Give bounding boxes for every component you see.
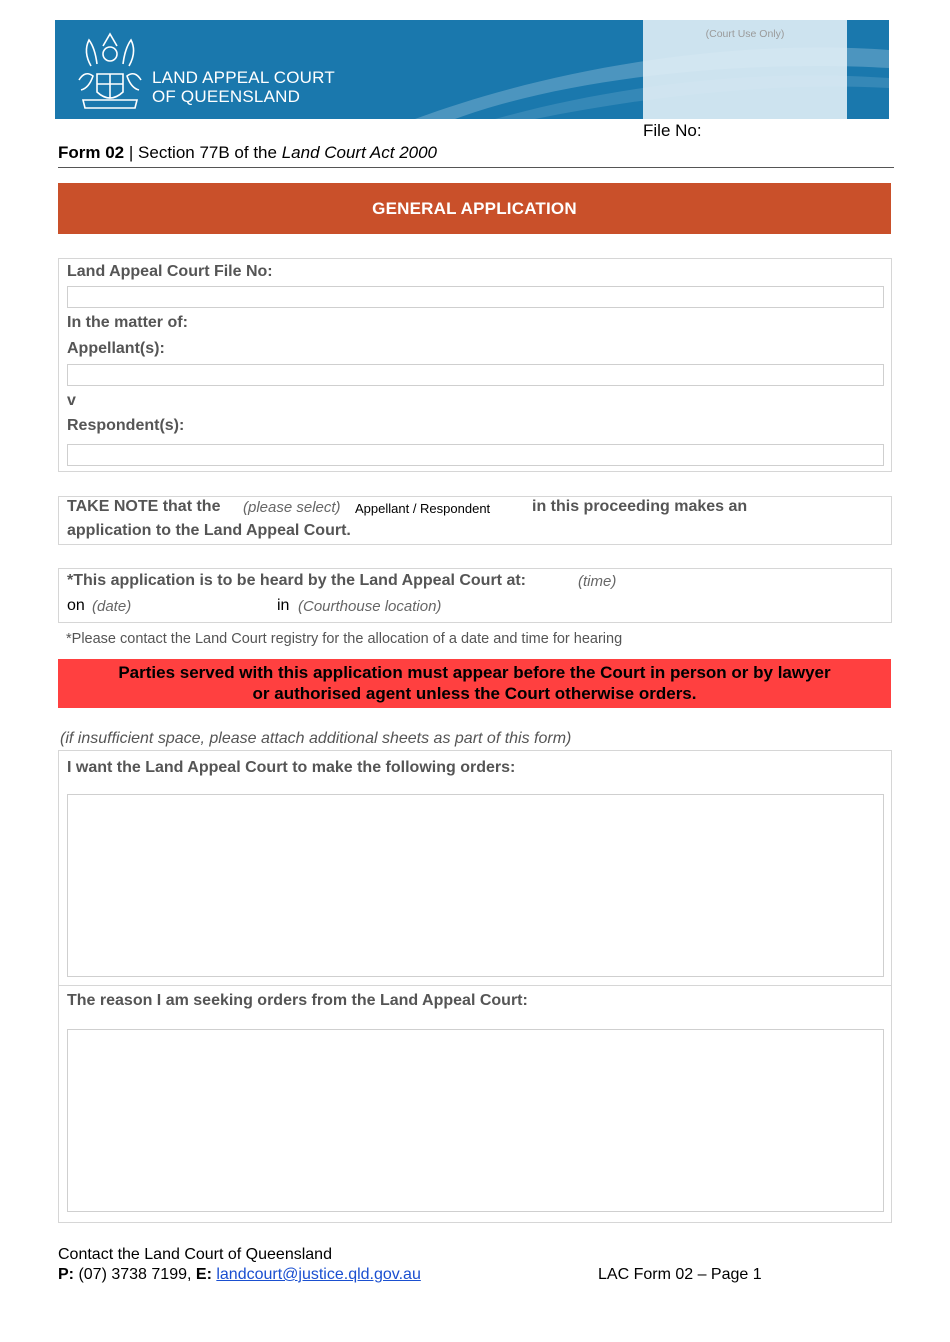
form-section-text: Section 77B of the (138, 143, 277, 162)
form-number: Form 02 (58, 143, 125, 162)
form-separator: | (128, 143, 134, 162)
header-banner (55, 20, 889, 119)
warning-line1: Parties served with this application must appear before the Court in person or by lawyer (118, 663, 831, 682)
matter-of-label: In the matter of: (67, 314, 188, 331)
on-label: on (67, 597, 85, 614)
take-note-section (58, 496, 892, 545)
versus-label: v (67, 392, 76, 409)
hearing-section (58, 568, 892, 623)
file-no-label: File No: (643, 121, 702, 140)
appellant-label: Appellant(s): (67, 340, 165, 357)
queensland-coat-of-arms-icon (69, 24, 151, 112)
respondent-input[interactable] (67, 444, 884, 466)
court-name-line2: OF QUEENSLAND (152, 87, 301, 106)
please-select-hint: (please select) (243, 499, 341, 516)
phone-prefix: P: (58, 1266, 74, 1283)
time-hint[interactable]: (time) (578, 573, 617, 590)
court-name (152, 68, 335, 106)
orders-label: I want the Land Appeal Court to make the following orders: (67, 759, 516, 776)
take-note-line2: application to the Land Appeal Court. (67, 522, 351, 539)
lac-file-no-input[interactable] (67, 286, 884, 308)
court-name-line1: LAND APPEAL COURT (152, 68, 335, 87)
header-divider (58, 167, 894, 168)
page-number: LAC Form 02 – Page 1 (598, 1266, 762, 1283)
email-prefix: E: (195, 1266, 212, 1283)
orders-section (58, 750, 892, 1223)
reason-textarea[interactable] (67, 1029, 884, 1212)
respondent-label: Respondent(s): (67, 417, 185, 434)
take-note-suffix: in this proceeding makes an (532, 498, 748, 515)
reason-label: The reason I am seeking orders from the Land Appeal Court: (67, 992, 528, 1009)
courthouse-location-hint[interactable]: (Courthouse location) (298, 598, 442, 615)
in-label: in (277, 597, 290, 614)
date-hint[interactable]: (date) (92, 598, 132, 615)
form-title: GENERAL APPLICATION (58, 183, 891, 234)
email-link[interactable]: landcourt@justice.qld.gov.au (216, 1266, 421, 1283)
orders-textarea[interactable] (67, 794, 884, 977)
insufficient-space-note: (if insufficient space, please attach additional sheets as part of this form) (60, 730, 572, 747)
heard-at-label: *This application is to be heard by the Land Appeal Court at: (67, 572, 527, 589)
act-name: Land Court Act 2000 (281, 143, 438, 162)
party-role-select[interactable]: Appellant / Respondent (355, 501, 491, 516)
appearance-warning (58, 659, 891, 708)
phone-number: (07) 3738 7199, (78, 1266, 192, 1283)
orders-divider (58, 985, 892, 986)
form-reference (58, 143, 437, 163)
appellant-input[interactable] (67, 364, 884, 386)
court-use-only-area (643, 20, 847, 119)
footer-contact-line: Contact the Land Court of Queensland (58, 1246, 332, 1263)
lac-file-no-label: Land Appeal Court File No: (67, 263, 273, 280)
court-use-only-label: (Court Use Only) (705, 28, 785, 40)
footer-contact-details (58, 1266, 421, 1284)
parties-section (58, 258, 892, 472)
take-note-prefix: TAKE NOTE that the (67, 498, 221, 515)
registry-contact-note: *Please contact the Land Court registry for the allocation of a date and time for hearing (66, 631, 623, 647)
warning-line2: or authorised agent unless the Court otherwise orders. (252, 684, 697, 703)
